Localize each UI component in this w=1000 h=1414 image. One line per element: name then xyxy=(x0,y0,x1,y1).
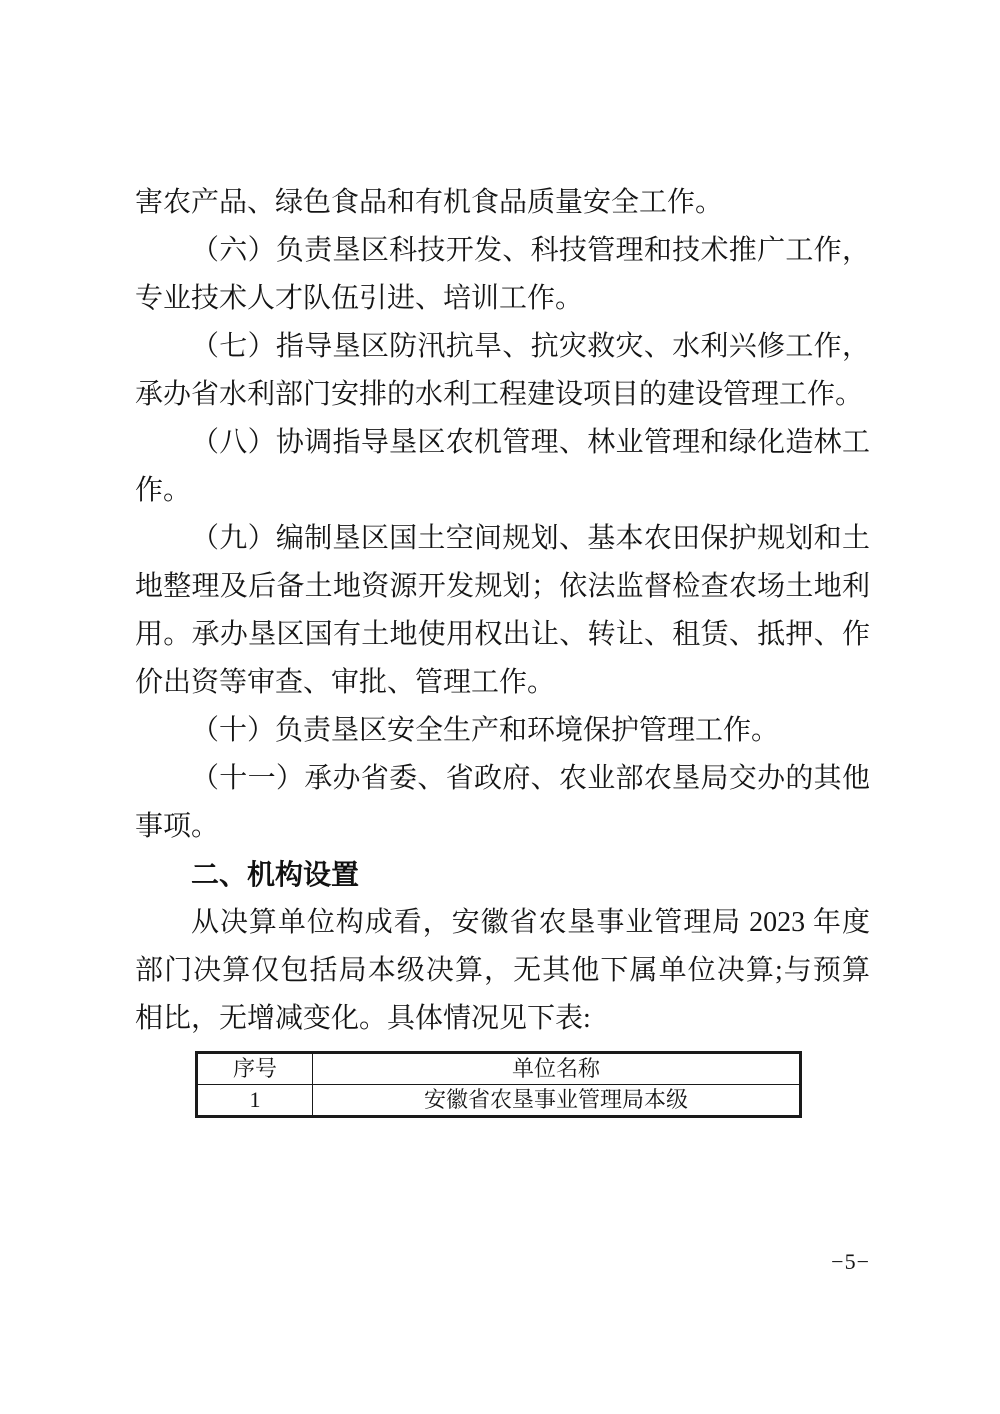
table-body xyxy=(197,1085,801,1117)
table-header-unit-name: 单位名称 xyxy=(313,1053,801,1085)
paragraph-item-11: （十一）承办省委、省政府、农业部农垦局交办的其他事项。 xyxy=(135,763,870,842)
table-header-row xyxy=(197,1053,801,1085)
paragraph-item-7: （七）指导垦区防汛抗旱、抗灾救灾、水利兴修工作，承办省水利部门安排的水利工程建设项目的建设管理工作。 xyxy=(135,331,870,410)
table-header-seq: 序号 xyxy=(197,1053,313,1085)
paragraph-item-9: （九）编制垦区国土空间规划、基本农田保护规划和土地整理及后备土地资源开发规划；依法监督检查农场土地利用。承办垦区国有土地使用权出让、转让、租赁、抵押、作价出资等审查、审批、管理工作。 xyxy=(135,523,870,698)
paragraph-item-6: （六）负责垦区科技开发、科技管理和技术推广工作，专业技术人才队伍引进、培训工作。 xyxy=(135,235,870,314)
table-head xyxy=(197,1053,801,1085)
unit-list-table xyxy=(195,1051,802,1118)
paragraph-continuation: 害农产品、绿色食品和有机食品质量安全工作。 xyxy=(135,187,724,218)
page-number: −5− xyxy=(831,1249,870,1274)
section-heading: 二、机构设置 xyxy=(191,859,360,890)
paragraph-item-10: （十）负责垦区安全生产和环境保护管理工作。 xyxy=(191,715,780,746)
table-row xyxy=(197,1085,801,1117)
document-body xyxy=(135,179,870,1118)
cell-seq: 1 xyxy=(197,1085,313,1117)
paragraph-org-overview: 从决算单位构成看，安徽省农垦事业管理局 2023 年度部门决算仅包括局本级决算，无其他下属单位决算;与预算相比，无增减变化。具体情况见下表: xyxy=(135,907,870,1034)
paragraph-item-8: （八）协调指导垦区农机管理、林业管理和绿化造林工作。 xyxy=(135,427,870,506)
cell-unit-name: 安徽省农垦事业管理局本级 xyxy=(313,1085,801,1117)
